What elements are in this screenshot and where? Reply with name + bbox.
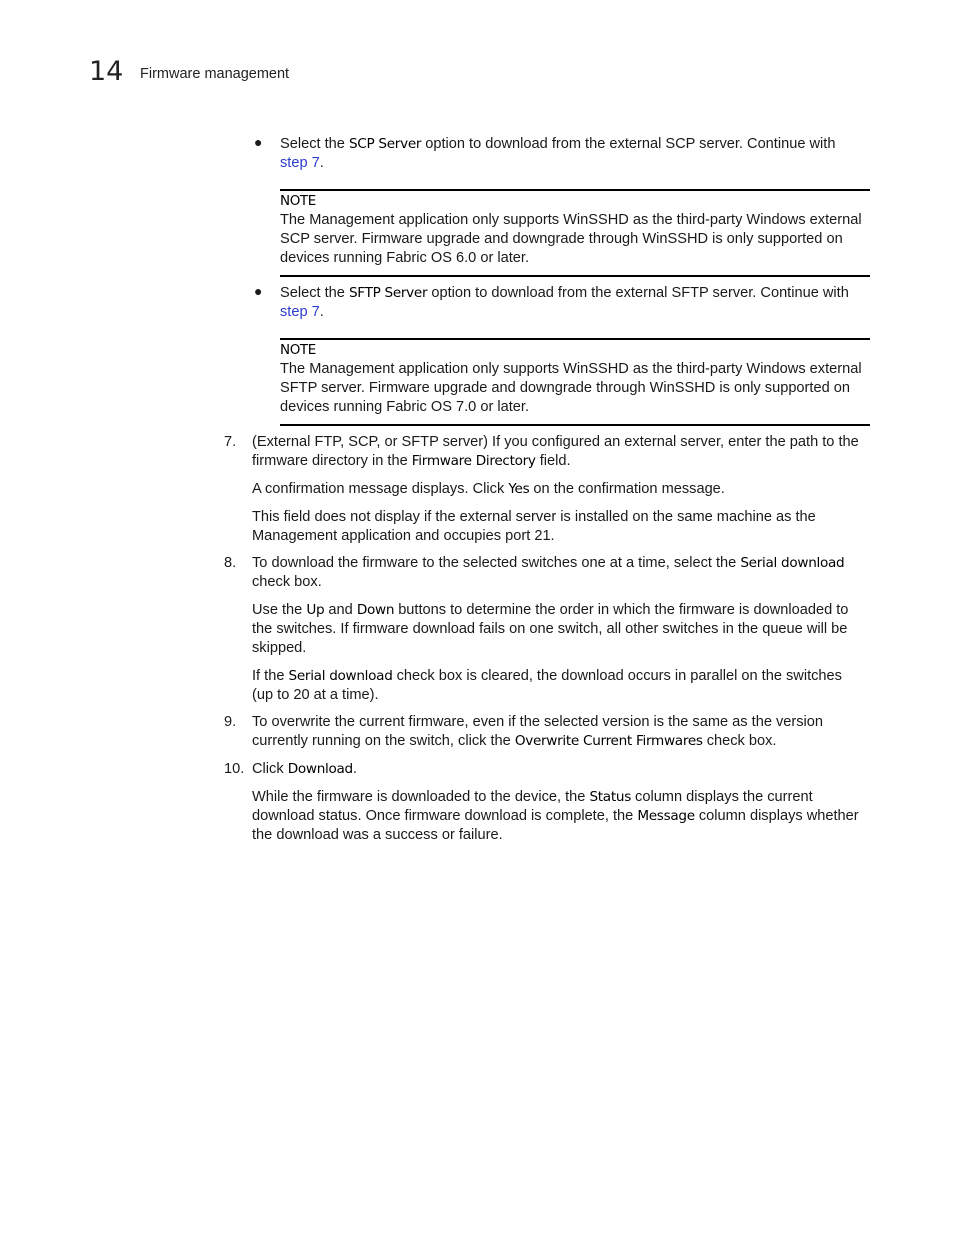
step-text: A confirmation message displays. Click: [252, 481, 509, 497]
ui-term: SCP Server: [348, 136, 422, 152]
bullet-text: .: [319, 304, 324, 320]
step-text: (up to 20 at a time).: [252, 687, 379, 703]
bullet-text: Select the: [280, 285, 349, 301]
step-text: check box is cleared, the download occurs in parallel on the switches: [392, 668, 842, 684]
step-text: Management application and occupies port 21.: [252, 528, 555, 544]
step-8-parallel: [252, 667, 872, 705]
step-8-order: [252, 601, 872, 658]
step-number: 9.: [224, 714, 237, 730]
chapter-number: 14: [89, 56, 124, 87]
step-number: 7.: [224, 434, 237, 450]
step-text: column displays whether: [694, 808, 859, 824]
chapter-title: Firmware management: [140, 66, 290, 82]
ui-term: Firmware Directory: [411, 453, 536, 469]
step-text: firmware directory in the: [252, 453, 412, 469]
step-7-confirmation: [252, 480, 872, 499]
step-8-text: [252, 554, 872, 592]
step-text: (External FTP, SCP, or SFTP server) If you configured an external server, enter the path to the: [252, 434, 859, 450]
step-text: column displays the current: [630, 789, 813, 805]
bullet-icon: ●: [254, 134, 263, 150]
bullet-text: option to download from the external SCP server. Continue with: [421, 136, 836, 152]
bullet-text: option to download from the external SFTP server. Continue with: [427, 285, 849, 301]
step-text: skipped.: [252, 640, 307, 656]
step-7-text: [252, 433, 872, 471]
bullet-text: Select the: [280, 136, 349, 152]
note-text: SFTP server. Firmware upgrade and downgrade through WinSSHD is only supported on: [280, 380, 850, 396]
step-number: 8.: [224, 555, 237, 571]
ui-term: Overwrite Current Firmwares: [514, 733, 703, 749]
ui-term: SFTP Server: [348, 285, 428, 301]
note-text: The Management application only supports WinSSHD as the third-party Windows external: [280, 212, 862, 228]
ui-term: Download: [287, 761, 353, 777]
step-text: and: [324, 602, 357, 618]
bullet-scp-server: [280, 135, 880, 173]
note-label: NOTE: [280, 193, 316, 209]
ui-term: Up: [306, 602, 325, 618]
ui-term: Down: [356, 602, 395, 618]
step-text: This field does not display if the external server is installed on the same machine as the: [252, 509, 816, 525]
step-text: .: [352, 761, 357, 777]
ui-term: Serial download: [740, 555, 845, 571]
step-text: To download the firmware to the selected switches one at a time, select the: [252, 555, 741, 571]
step-text: download status. Once firmware download is complete, the: [252, 808, 638, 824]
step-10-status: [252, 788, 872, 845]
step-number: 10.: [224, 761, 245, 777]
bullet-text: .: [319, 155, 324, 171]
bullet-icon: ●: [254, 283, 263, 299]
step-text: If the: [252, 668, 289, 684]
ui-term: Yes: [508, 481, 530, 497]
ui-term: Status: [589, 789, 631, 805]
step-text: Use the: [252, 602, 307, 618]
ui-term: Message: [637, 808, 695, 824]
note-box: [280, 189, 870, 277]
step-text: To overwrite the current firmware, even if the selected version is the same as the version: [252, 714, 824, 730]
step-text: on the confirmation message.: [529, 481, 725, 497]
step-text: field.: [535, 453, 571, 469]
step-text: the switches. If firmware download fails on one switch, all other switches in the queue will be: [252, 621, 848, 637]
step-text: the download was a success or failure.: [252, 827, 503, 843]
note-text: devices running Fabric OS 7.0 or later.: [280, 399, 530, 415]
note-text: devices running Fabric OS 6.0 or later.: [280, 250, 530, 266]
step-text: Click: [252, 761, 288, 777]
step-7-link[interactable]: step 7: [280, 304, 320, 320]
step-text: While the firmware is downloaded to the device, the: [252, 789, 590, 805]
bullet-sftp-server: [280, 284, 880, 322]
step-text: buttons to determine the order in which the firmware is downloaded to: [394, 602, 849, 618]
step-text: check box.: [252, 574, 322, 590]
step-10-text: [252, 760, 872, 779]
note-label: NOTE: [280, 342, 316, 358]
note-box: [280, 338, 870, 426]
step-text: currently running on the switch, click the: [252, 733, 515, 749]
note-text: The Management application only supports WinSSHD as the third-party Windows external: [280, 361, 862, 377]
step-7-link[interactable]: step 7: [280, 155, 320, 171]
note-text: SCP server. Firmware upgrade and downgrade through WinSSHD is only supported on: [280, 231, 843, 247]
ui-term: Serial download: [288, 668, 393, 684]
step-text: check box.: [702, 733, 777, 749]
step-9-text: [252, 713, 872, 751]
step-7-field-note: [252, 508, 872, 546]
